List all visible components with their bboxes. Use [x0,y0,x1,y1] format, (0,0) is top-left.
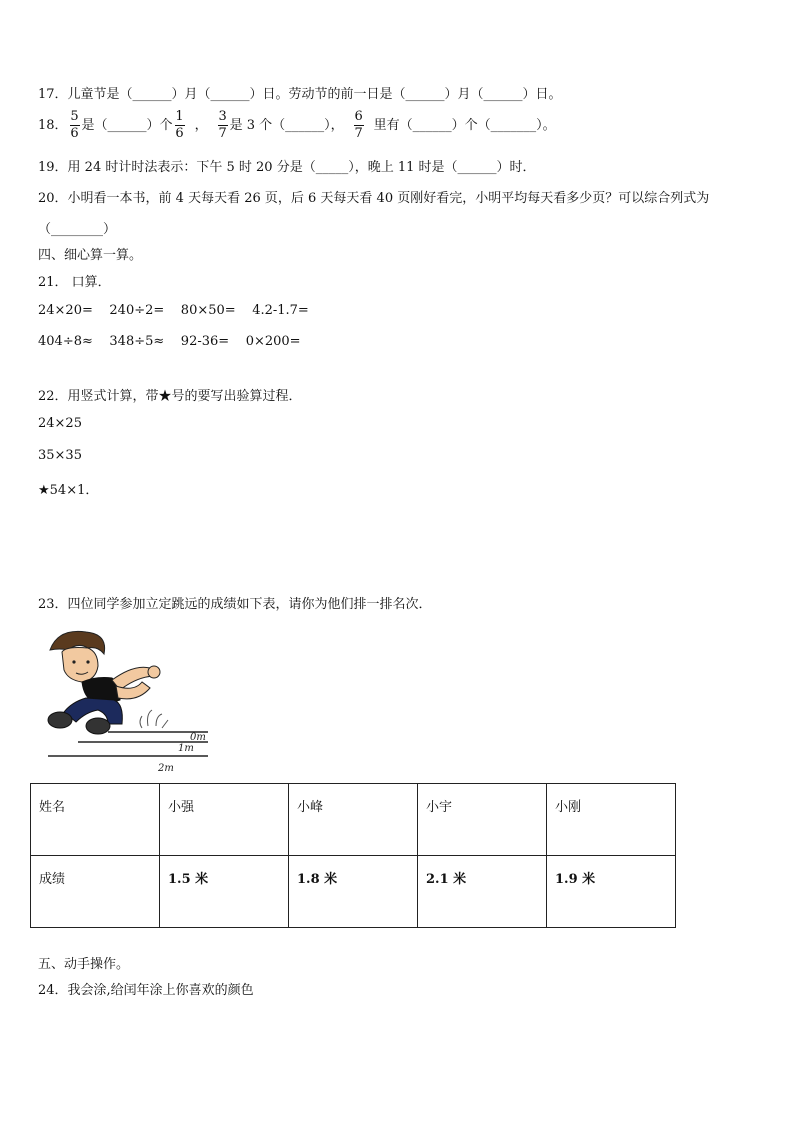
score-cell: 1.8 米 [289,856,418,928]
q18-text-1: 是（______）个 [81,118,173,133]
q21-title: 21． 口算． [38,275,111,290]
label-0m: 0m [190,732,206,743]
score-cell: 1.9 米 [547,856,676,928]
long-jump-score-table [30,783,676,928]
q22-item-1: 24×25 [38,416,82,431]
dust-lines [140,710,168,728]
q18-text-2: ， [194,118,208,133]
fraction-6-7 [354,110,364,141]
fraction-numerator: 5 [70,109,79,124]
fraction-denominator: 7 [218,126,227,141]
q21-row-1: 24×20= 240÷2= 80×50= 4.2-1.7= [38,303,309,318]
section-5-heading: 五、动手操作。 [38,957,130,972]
name-cell: 小峰 [289,784,418,856]
fraction-numerator: 6 [354,109,363,124]
fraction-1-6 [175,110,185,141]
score-label-cell: 成绩 [31,856,160,928]
fraction-3-7 [218,110,228,141]
q20-line-2: （________） [38,222,117,237]
long-jump-illustration [38,628,218,776]
label-2m: 2m [158,763,174,774]
fraction-numerator: 3 [218,109,227,124]
q18-text-4: 里有（______）个（_______）。 [373,118,556,133]
fraction-5-6 [70,110,80,141]
name-cell: 小宇 [418,784,547,856]
q20-line-1: 20．小明看一本书，前 4 天每天看 26 页，后 6 天每天看 40 页刚好看完，小明平均每天看多少页？可以综合列式为 [38,191,710,206]
fraction-denominator: 6 [175,126,184,141]
fraction-denominator: 7 [354,126,363,141]
q18-text-3: 是 3 个（______）， [229,118,344,133]
table-row [31,784,676,856]
q24: 24．我会涂,给闰年涂上你喜欢的颜色 [38,983,254,998]
name-cell: 小强 [160,784,289,856]
q23-title: 23．四位同学参加立定跳远的成绩如下表，请你为他们排一排名次． [38,597,432,612]
q22-item-3: ★54×1． [38,483,99,498]
fraction-denominator: 6 [70,126,79,141]
name-cell: 小刚 [547,784,676,856]
q22-item-2: 35×35 [38,448,82,463]
table-row [31,856,676,928]
score-cell: 2.1 米 [418,856,547,928]
q17: 17．儿童节是（______）月（______）日。劳动节的前一日是（______）月（______）日。 [38,87,562,102]
q22-title: 22．用竖式计算，带★号的要写出验算过程． [38,389,302,404]
q18 [38,110,556,141]
header-label-cell: 姓名 [31,784,160,856]
label-1m: 1m [178,743,194,754]
face-shape [62,648,98,683]
shoe-left [48,712,72,728]
score-cell: 1.5 米 [160,856,289,928]
q21-row-2: 404÷8≈ 348÷5≈ 92-36= 0×200= [38,334,301,349]
fraction-numerator: 1 [175,109,184,124]
q19: 19．用 24 时计时法表示：下午 5 时 20 分是（_____），晚上 11 时是（______）时． [38,160,536,175]
q18-number: 18． [38,118,68,133]
section-4-heading: 四、细心算一算。 [38,248,143,263]
shoe-right [86,718,110,734]
